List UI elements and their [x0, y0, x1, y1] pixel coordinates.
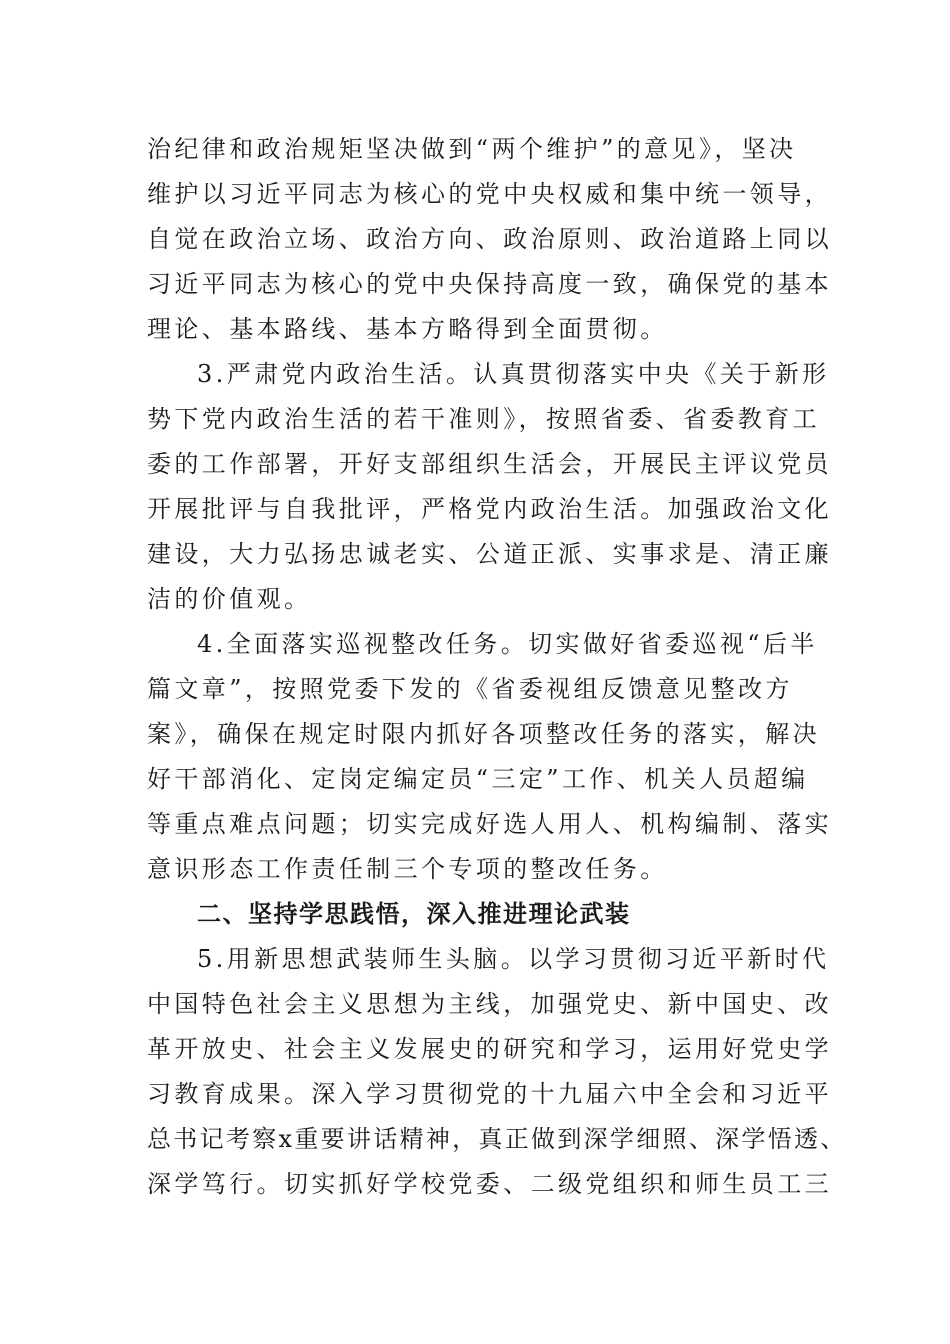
- text-line: 自觉在政治立场、政治方向、政治原则、政治道路上同以: [147, 225, 832, 253]
- text-line: 维护以习近平同志为核心的党中央权威和集中统一领导，: [147, 180, 832, 208]
- text-line: 好干部消化、定岗定编定员“三定”工作、机关人员超编: [147, 765, 809, 793]
- text-line: 深学笃行。切实抓好学校党委、二级党组织和师生员工三: [147, 1170, 832, 1198]
- section-heading: 二、坚持学思践悟，深入推进理论武装: [197, 900, 631, 928]
- text-line: 势下党内政治生活的若干准则》，按照省委、省委教育工: [147, 405, 820, 433]
- text-line: 案》，确保在规定时限内抓好各项整改任务的落实，解决: [147, 720, 820, 748]
- text-line: 习教育成果。深入学习贯彻党的十九届六中全会和习近平: [147, 1080, 832, 1108]
- text-line: 开展批评与自我批评，严格党内政治生活。加强政治文化: [147, 495, 832, 523]
- paragraph-continuation: [147, 127, 832, 352]
- text-line: 等重点难点问题；切实完成好选人用人、机构编制、落实: [147, 810, 832, 838]
- text-line: 建设，大力弘扬忠诚老实、公道正派、实事求是、清正廉: [147, 540, 832, 568]
- text-line: 5.用新思想武装师生头脑。以学习贯彻习近平新时代: [197, 945, 830, 973]
- paragraph-item-4: [147, 622, 832, 892]
- text-line: 篇文章”，按照党委下发的《省委视组反馈意见整改方: [147, 675, 793, 703]
- text-line: 4.全面落实巡视整改任务。切实做好省委巡视“后半: [197, 630, 818, 658]
- text-line: 3.严肃党内政治生活。认真贯彻落实中央《关于新形: [197, 360, 830, 388]
- text-line: 意识形态工作责任制三个专项的整改任务。: [147, 855, 668, 883]
- paragraph-item-5: [147, 937, 847, 1207]
- text-line: 治纪律和政治规矩坚决做到“两个维护”的意见》，坚决: [147, 135, 797, 163]
- text-line: 委的工作部署，开好支部组织生活会，开展民主评议党员: [147, 450, 832, 478]
- text-line: 习近平同志为核心的党中央保持高度一致，确保党的基本: [147, 270, 832, 298]
- text-line: 洁的价值观。: [147, 585, 312, 613]
- text-line: 理论、基本路线、基本方略得到全面贯彻。: [147, 315, 668, 343]
- paragraph-item-3: [147, 352, 832, 622]
- text-line: 中国特色社会主义思想为主线，加强党史、新中国史、改: [147, 990, 832, 1018]
- document-page: [147, 127, 847, 1207]
- text-line: 总书记考察x重要讲话精神，真正做到深学细照、深学悟透、: [147, 1125, 847, 1153]
- text-line: 革开放史、社会主义发展史的研究和学习，运用好党史学: [147, 1035, 832, 1063]
